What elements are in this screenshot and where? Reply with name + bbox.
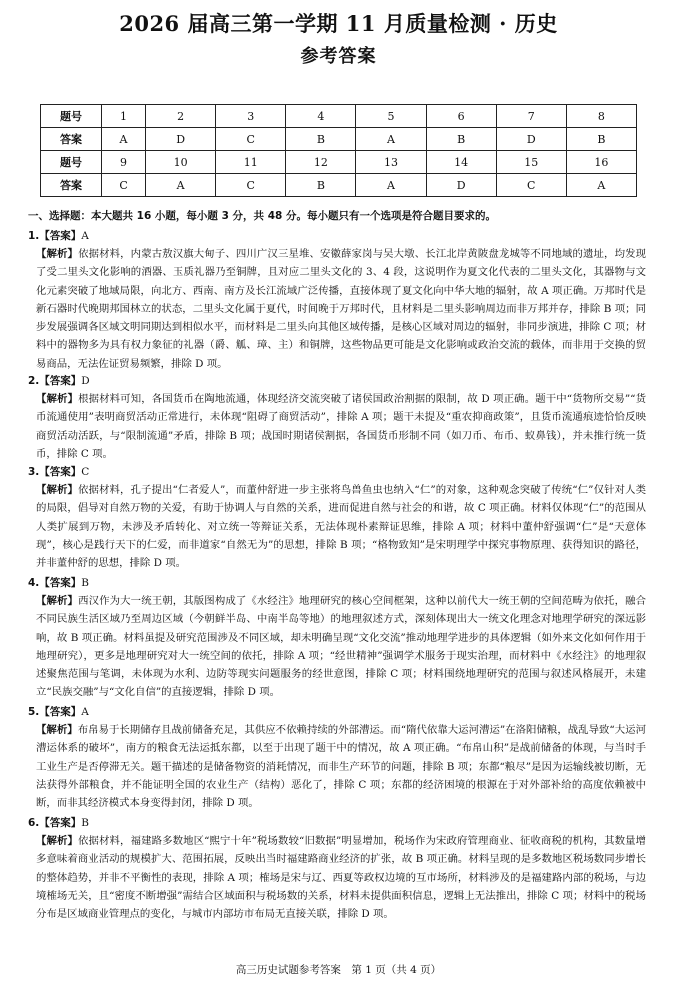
row-label: 题号 [41, 151, 102, 174]
answer-letter: D [81, 375, 90, 387]
answer-cell: C [102, 174, 146, 197]
question-answer-header [28, 464, 89, 479]
answer-cell: B [286, 174, 356, 197]
answer-table-row [41, 128, 637, 151]
answer-cell: B [566, 128, 636, 151]
answer-cell: A [146, 174, 216, 197]
question-number-cell: 14 [426, 151, 496, 174]
question-analysis [36, 390, 646, 463]
analysis-text: 根据材料可知，各国货币在陶地流通，体现经济交流突破了诸侯国政治割据的限制，故 D 项正确。题干中“货物所交易”“货币流通使用”表明商贸活动正常进行，未体现“阻碍了商贸活动”，排除 A 项；题干未提及“重农抑商政策”，且货币流通痕迹恰恰反映商贸活动活跃，与“限制流通”矛盾，排除 B 项；战国时期诸侯割据，各国货币形制不同（如刀币、布币、蚁鼻钱），并未推行统一货币，排除 C 项。 [36, 393, 646, 460]
question-number-cell: 4 [286, 105, 356, 128]
document-subtitle: 参考答案 [300, 46, 377, 67]
question-number-cell: 1 [102, 105, 146, 128]
question-number-cell: 13 [356, 151, 426, 174]
answer-cell: C [216, 128, 286, 151]
question-analysis [36, 721, 646, 812]
question-number-cell: 3 [216, 105, 286, 128]
answer-label: 4.【答案】 [28, 577, 82, 589]
answer-table-row [41, 105, 637, 128]
answer-letter: B [81, 817, 90, 829]
analysis-text: 布帛易于长期储存且战前储备充足，其供应不依赖持续的外部漕运。而“隋代依靠大运河漕运”在洛阳储粮，战乱导致“大运河漕运体系的破坏”，南方的粮食无法运抵东都，以至于出现了题干中的情况，故 A 项正确。“布帛山积”是战前储备的体现，与当时手工业生产是否停滞无关。题干描述的是储备物资的消耗情况，而非生产环节的问题，排除 B 项；东都“粮尽”是因为运输线被切断，无法获得外部粮食，并不能证明全国的农业生产（结构）恶化了，排除 C 项；东都的经济困境的根源在于对外部补给的高度依赖被中断，而非其经济模式本身变得封闭，排除 D 项。 [36, 724, 646, 810]
question-number-cell: 15 [496, 151, 566, 174]
question-answer-header [28, 373, 90, 388]
row-label: 答案 [41, 128, 102, 151]
answer-cell: A [356, 128, 426, 151]
question-answer-header [28, 575, 89, 590]
answer-label: 2.【答案】 [28, 375, 82, 387]
question-number-cell: 7 [496, 105, 566, 128]
answer-cell: A [102, 128, 146, 151]
answer-cell: B [286, 128, 356, 151]
analysis-text: 依据材料，孔子提出“仁者爱人”，而董仲舒进一步主张将鸟兽鱼虫也纳入“仁”的对象，这种观念突破了传统“仁”仅针对人类的局限，倡导对自然万物的关爱，有助于协调人与自然的关系，进而促进自然与社会的和谐，故 C 项正确。材料仅体现“仁”的范围从人类扩展到万物，未涉及矛盾转化、对立统一等辩证关系，无法体现朴素辩证思维，排除 A 项；材料中董仲舒强调“仁”是“天意体现”，核心是践行天下的仁爱，而非道家“自然无为”的思想，排除 B 项；“格物致知”是宋明理学中探究事物原理、获得知识的路径，并非董仲舒的思想，排除 D 项。 [36, 484, 647, 570]
section-heading: 一、选择题：本大题共 16 小题，每小题 3 分，共 48 分。每小题只有一个选项是符合题目要求的。 [28, 210, 496, 222]
question-number-cell: 9 [102, 151, 146, 174]
answer-letter: C [81, 466, 90, 478]
answer-cell: C [496, 174, 566, 197]
question-number-cell: 11 [216, 151, 286, 174]
question-number-cell: 8 [566, 105, 636, 128]
answer-letter: A [81, 230, 89, 242]
document-title: 2026 届高三第一学期 11 月质量检测 · 历史 [119, 11, 558, 36]
question-analysis [36, 481, 646, 572]
answer-cell: A [356, 174, 426, 197]
page-footer: 高三历史试题参考答案 第 1 页（共 4 页） [235, 964, 442, 976]
row-label: 答案 [41, 174, 102, 197]
answer-cell: D [496, 128, 566, 151]
answer-label: 5.【答案】 [28, 706, 82, 718]
question-number-cell: 5 [356, 105, 426, 128]
answer-cell: D [426, 174, 496, 197]
analysis-label: 【解析】 [36, 595, 79, 607]
answer-label: 6.【答案】 [28, 817, 82, 829]
answer-cell: D [146, 128, 216, 151]
analysis-label: 【解析】 [36, 393, 79, 405]
answer-label: 1.【答案】 [28, 230, 82, 242]
analysis-label: 【解析】 [36, 724, 78, 736]
analysis-text: 西汉作为大一统王朝，其版图构成了《水经注》地理研究的核心空间框架，这种以前代大一统王朝的空间范畴为依托，融合不同民族生活区域乃至周边区域（今朝鲜半岛、中南半岛等地）的地理叙述方式，深刻体现出大一统文化理念对地理学研究的深远影响，故 B 项正确。材料虽提及研究范围涉及不同区域，却未明确呈现“文化交流”推动地理学进步的具体逻辑（如外来文化如何作用于地理研究），更多是地理研究对大一统空间的依托，排除 A 项；“经世精神”强调学术服务于现实治理，而材料中《水经注》的地理叙述聚焦范围与笔调，未体现为水利、边防等现实问题服务的经世意图，排除 C 项；材料围绕地理研究的范围与叙述风格展开，未建立“民族交融”与“文化自信”的直接逻辑，排除 D 项。 [36, 595, 646, 699]
answer-table [40, 104, 637, 197]
analysis-text: 依据材料，内蒙古敖汉旗大甸子、四川广汉三星堆、安徽薛家岗与吴大墩、长江北岸黄陂盘龙城等不同地域的遗址，均发现了受二里头文化影响的酒器、玉质礼器乃至铜牌，且对应二里头文化的 3、4 段，这说明作为夏文化代表的二里头文化，其器物与文化元素突破了地域局限，向北方、西南、南方及长江流域广泛传播，直接体现了夏文化向中华大地的辐射，故 A 项正确。万邦时代是新石器时代晚期邦国林立的状态，二里头文化属于夏代，时间晚于万邦时代，且材料是二里头影响周边而非万邦并存，排除 B 项；同步发展强调各区域文明同期达到相似水平，而材料是二里头向其他区域传播，是核心区域对周边的辐射，非同步演进，排除 C 项；材料中的器物多为具有权力象征的礼器（爵、觚、璋、主）和铜牌，这些物品更可能是文化影响或政治交流的载体，而非用于交换的贸易商品，无法佐证贸易频繁，排除 D 项。 [36, 248, 646, 370]
row-label: 题号 [41, 105, 102, 128]
answer-cell: C [216, 174, 286, 197]
question-number-cell: 2 [146, 105, 216, 128]
answer-cell: A [566, 174, 636, 197]
answer-table-row [41, 151, 637, 174]
question-number-cell: 10 [146, 151, 216, 174]
analysis-label: 【解析】 [36, 835, 79, 847]
question-number-cell: 16 [566, 151, 636, 174]
question-analysis [36, 592, 646, 702]
analysis-label: 【解析】 [36, 248, 79, 260]
answer-table-row [41, 174, 637, 197]
question-analysis [36, 832, 646, 923]
answer-letter: B [81, 577, 90, 589]
question-answer-header [28, 228, 89, 243]
analysis-text: 依据材料，福建路多数地区“熙宁十年”税场数较“旧数据”明显增加，税场作为宋政府管理商业、征收商税的机构，其数量增多意味着商业活动的规模扩大、范围拓展，反映出当时福建路商业经济的扩张，故 B 项正确。材料呈现的是多数地区税场数同步增长的整体趋势，并非不平衡性的表现，排除 A 项；榷场是宋与辽、西夏等政权边境的互市场所，材料涉及的是福建路内部的税场，与边境榷场无关，且“密度不断增强”需结合区域面积与税场数的关系，材料未提供面积信息，逻辑上无法推出，排除 C 项；材料中的税场分布是区域商业管理点的变化，与城市内部坊市布局无直接关联，排除 D 项。 [36, 835, 646, 921]
answer-letter: A [81, 706, 89, 718]
question-answer-header [28, 704, 89, 719]
answer-label: 3.【答案】 [28, 466, 82, 478]
answer-cell: B [426, 128, 496, 151]
question-answer-header [28, 815, 89, 830]
analysis-label: 【解析】 [36, 484, 79, 496]
question-number-cell: 6 [426, 105, 496, 128]
question-analysis [36, 245, 646, 373]
question-number-cell: 12 [286, 151, 356, 174]
